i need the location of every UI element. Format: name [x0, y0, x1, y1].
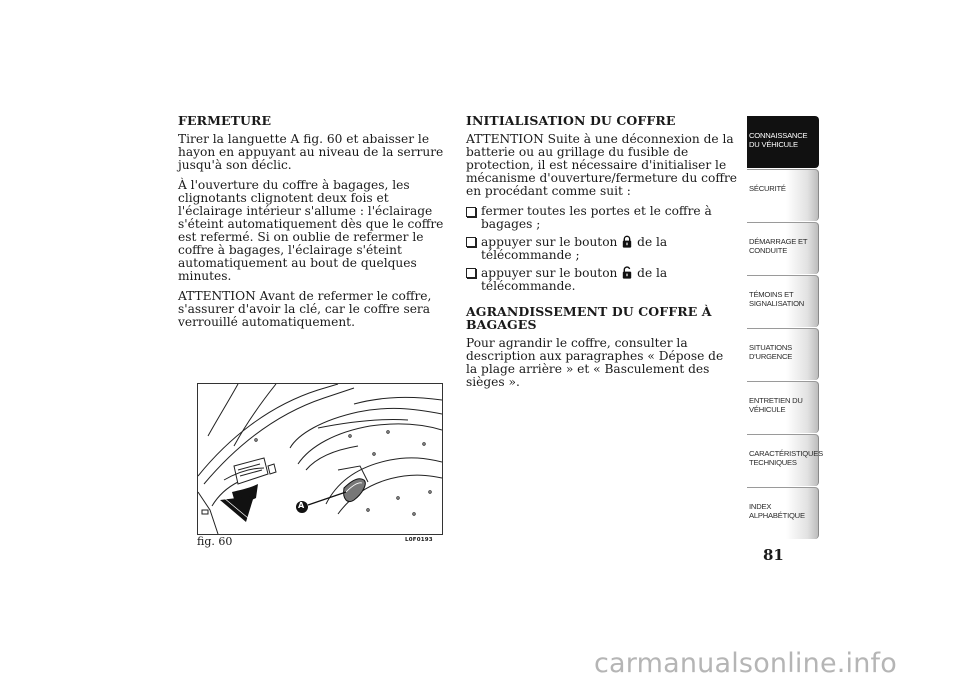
- tab-situations-urgence[interactable]: SITUATIONS D'URGENCE: [747, 328, 819, 380]
- figure-code: L0F0193: [405, 537, 433, 543]
- right-column: [466, 114, 738, 396]
- paragraph: À l'ouverture du coffre à bagages, les clignotants clignotent deux fois et l'éclairage intérieur s'allume : l'éclairage s'éteint automatiquement dès que le coffre est refermé. Si on oublie de refermer le coffre à bagages, l'éclairage s'éteint automatiquement au bout de quelques minutes.: [178, 178, 444, 283]
- figure-trunk-illustration: [197, 383, 443, 535]
- paragraph: Tirer la languette A fig. 60 et abaisser le hayon en appuyant au niveau de la serrure jusqu'à son déclic.: [178, 132, 444, 172]
- paragraph: ATTENTION Suite à une déconnexion de la batterie ou au grillage du fusible de protection, il est nécessaire d'initialiser le mécanisme d'ouverture/fermeture du coffre en procédant comme suit :: [466, 132, 738, 198]
- tab-securite[interactable]: SÉCURITÉ: [747, 169, 819, 221]
- page-number: 81: [763, 546, 784, 564]
- list-item-text: de la télécommande.: [481, 266, 668, 293]
- tab-demarrage-conduite[interactable]: DÉMARRAGE ET CONDUITE: [747, 222, 819, 274]
- list-item: [466, 235, 738, 262]
- list-item-text: de la télécommande ;: [481, 235, 668, 262]
- list-item-text: appuyer sur le bouton: [481, 235, 618, 249]
- figure-label-a: A: [298, 501, 305, 510]
- heading-agrandissement: AGRANDISSEMENT DU COFFRE À BAGAGES: [466, 304, 712, 332]
- heading-initialisation: INITIALISATION DU COFFRE: [466, 113, 676, 128]
- list-item: [466, 205, 738, 231]
- checkbox-bullet-icon: [466, 268, 476, 278]
- list-item-text: fermer toutes les portes et le coffre à bagages ;: [481, 204, 712, 231]
- paragraph: Pour agrandir le coffre, consulter la description aux paragraphes « Dépose de la plage arrière » et « Basculement des sièges ».: [466, 336, 724, 389]
- tab-temoins-signalisation[interactable]: TÉMOINS ET SIGNALISATION: [747, 275, 819, 327]
- checkbox-bullet-icon: [466, 207, 476, 217]
- paragraph: ATTENTION Avant de refermer le coffre, s'assurer d'avoir la clé, car le coffre sera verrouillé automatiquement.: [178, 289, 432, 329]
- tab-entretien-vehicule[interactable]: ENTRETIEN DU VÉHICULE: [747, 381, 819, 433]
- chapter-tabs: [747, 116, 824, 540]
- tab-connaissance-vehicule[interactable]: CONNAISSANCE DU VÉHICULE: [747, 116, 819, 168]
- lock-closed-icon: [622, 235, 632, 248]
- list-item: [466, 266, 738, 293]
- watermark: carmanualsonline.info: [594, 648, 897, 679]
- trunk-lid-drawing: [198, 384, 442, 534]
- lock-open-icon: [622, 266, 632, 279]
- tab-caracteristiques-techniques[interactable]: CARACTÉRISTIQUES TECHNIQUES: [747, 434, 819, 486]
- heading-fermeture: FERMETURE: [178, 113, 272, 128]
- tab-index-alphabetique[interactable]: INDEX ALPHABÉTIQUE: [747, 487, 819, 539]
- list-item-text: appuyer sur le bouton: [481, 266, 618, 280]
- figure-caption: fig. 60: [197, 535, 233, 548]
- checkbox-bullet-icon: [466, 237, 476, 247]
- left-column: [178, 114, 450, 336]
